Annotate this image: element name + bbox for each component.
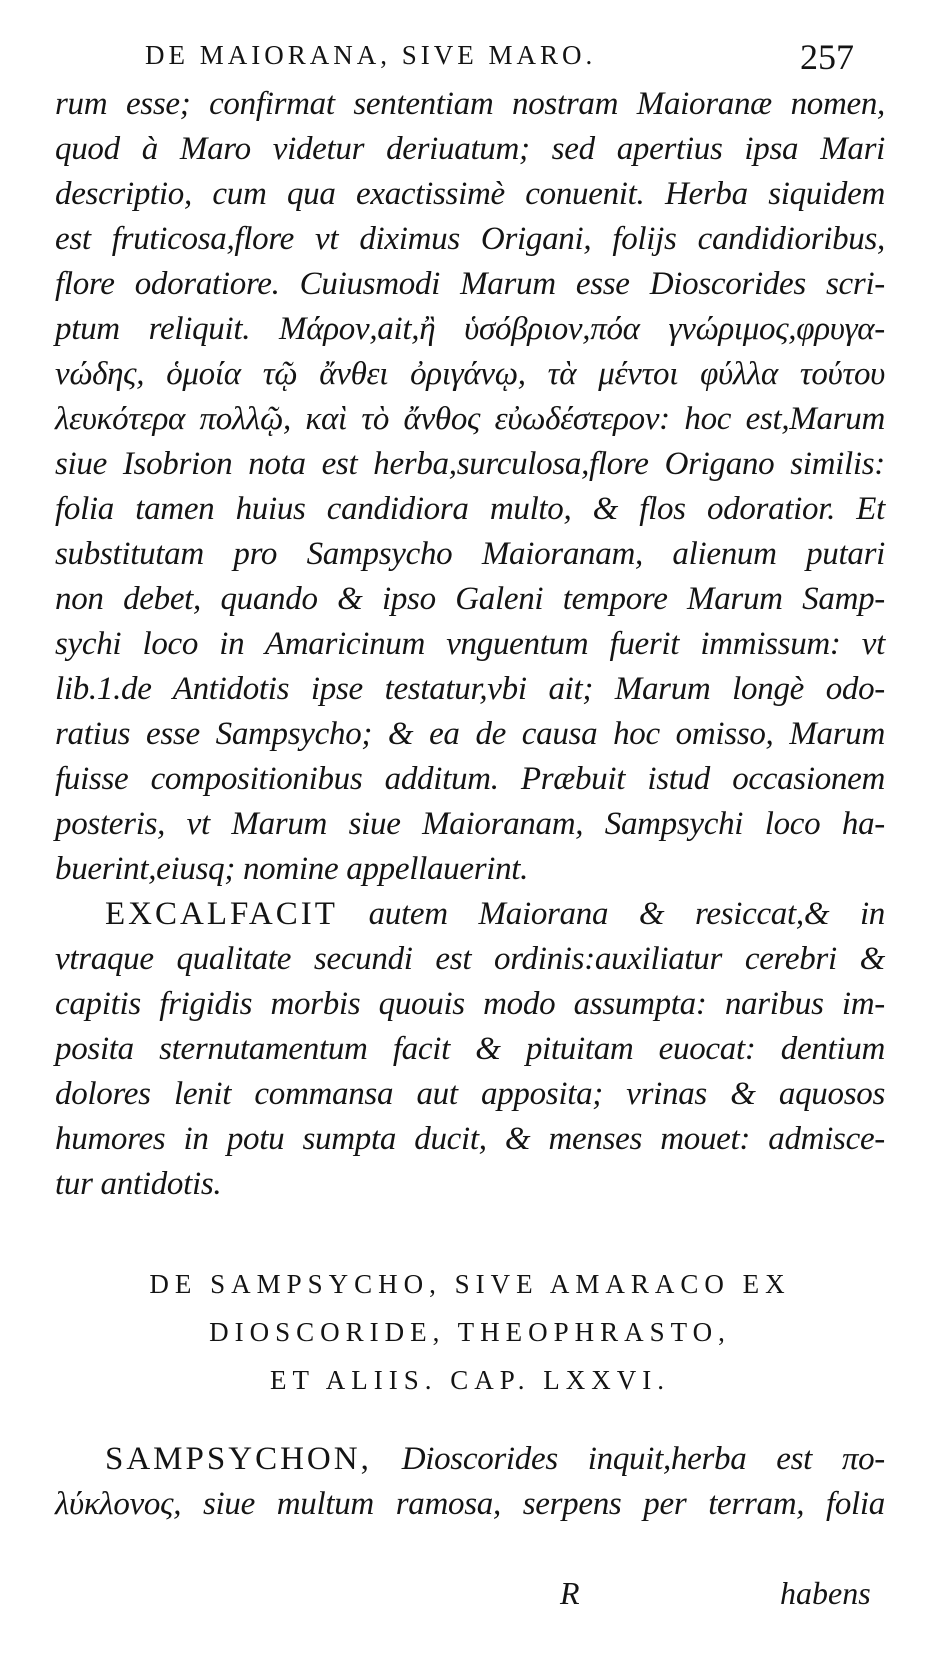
chapter-title-line: DIOSCORIDE, THEOPHRASTO, [209, 1317, 731, 1347]
greek-text-line: νώδης, ὁμοία τῷ ἄνθει ὀριγάνῳ, τὰ μέντοι φύλλα τούτου [55, 356, 885, 392]
chapter-title-line: DE SAMPSYCHO, SIVE AMARACO EX [149, 1269, 791, 1299]
text-line: ptum reliquit. Μάρον,ait,ἢ ὑσόβριον,πόα γνώριμος,φρυγα- [55, 311, 885, 347]
text-line: humores in potu sumpta ducit, & menses mouet: admisce- [55, 1121, 885, 1157]
catchword: habens [780, 1575, 871, 1611]
paragraph-excalfacit-first-line [55, 892, 885, 937]
text-line: capitis frigidis morbis quouis modo assumpta: naribus im- [55, 986, 885, 1022]
text-run: Dioscorides inquit,herba est πο- [401, 1441, 885, 1477]
signature-mark: R [560, 1575, 580, 1611]
text-line: posita sternutamentum facit & pituitam euocat: dentium [55, 1031, 885, 1067]
text-line: non debet, quando & ipso Galeni tempore Marum Samp- [55, 581, 885, 617]
running-title: DE MAIORANA, SIVE MARO. [145, 40, 597, 70]
text-line: fuisse compositionibus additum. Præbuit istud occasionem [55, 761, 885, 797]
paragraph-sampsychon [55, 1437, 885, 1527]
text-line: ratius esse Sampsycho; & ea de causa hoc omisso, Marum [55, 716, 885, 752]
chapter-title-line: ET ALIIS. CAP. LXXVI. [269, 1365, 670, 1395]
text-run: autem Maiorana & resiccat,& in [368, 896, 886, 932]
paragraph-sampsychon-first-line [55, 1437, 885, 1482]
paragraph-maiorana-marum [55, 82, 885, 1207]
page-number: 257 [800, 37, 854, 77]
text-line: sychi loco in Amaricinum vnguentum fuerit immissum: vt [55, 626, 885, 662]
text-line: descriptio, cum qua exactissimè conuenit. Herba siquidem [55, 176, 885, 212]
text-line: substitutam pro Sampsycho Maioranam, alienum putari [55, 536, 885, 572]
text-line: flore odoratiore. Cuiusmodi Marum esse Dioscorides scri- [55, 266, 885, 302]
text-line: siue Isobrion nota est herba,surculosa,flore Origano similis: [55, 446, 885, 482]
text-line: lib.1.de Antidotis ipse testatur,vbi ait; Marum longè odo- [55, 671, 885, 707]
text-line: quod à Maro videtur deriuatum; sed apertius ipsa Mari [55, 131, 885, 167]
text-line: tur antidotis. [55, 1166, 222, 1202]
text-line: posteris, vt Marum siue Maioranam, Sampsychi loco ha- [55, 806, 885, 842]
text-line: λύκλονος, siue multum ramosa, serpens per terram, folia [55, 1486, 885, 1522]
text-line: vtraque qualitate secundi est ordinis:auxiliatur cerebri & [55, 941, 885, 977]
text-line: est fruticosa,flore vt diximus Origani, folijs candidioribus, [55, 221, 885, 257]
chapter-heading [55, 1260, 885, 1404]
text-line: folia tamen huius candidiora multo, & flos odoratior. Et [55, 491, 885, 527]
text-line: rum esse; confirmat sententiam nostram Maioranæ nomen, [55, 86, 885, 122]
text-line: buerint,eiusq; nomine appellauerint. [55, 851, 529, 887]
text-line: λευκότερα πολλῷ, καὶ τὸ ἄνθος εὐωδέστερον: hoc est,Marum [55, 401, 885, 437]
text-line: dolores lenit commansa aut apposita; vrinas & aquosos [55, 1076, 885, 1112]
initial-word: SAMPSYCHON, [105, 1441, 372, 1477]
initial-word: EXCALFACIT [105, 896, 338, 932]
